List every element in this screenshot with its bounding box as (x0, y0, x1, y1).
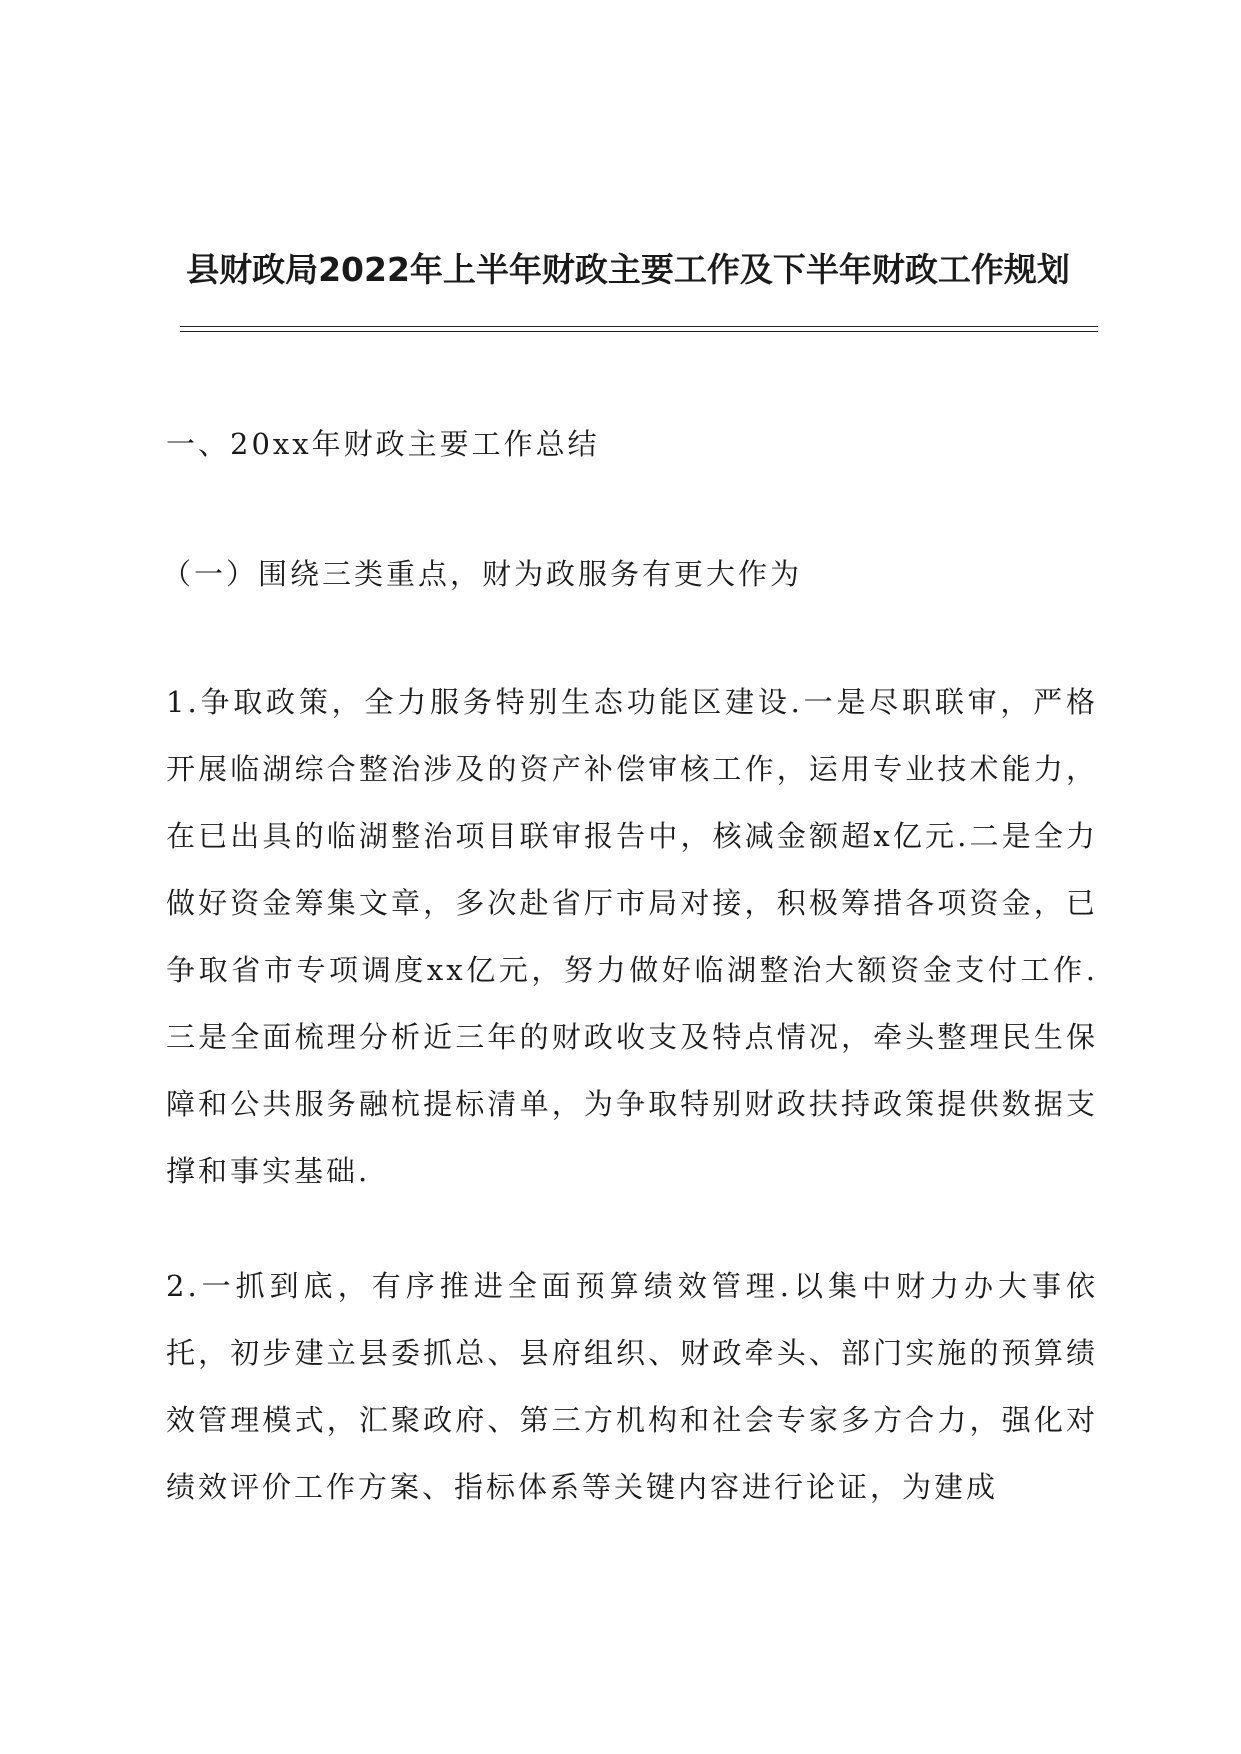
title-underline-top (180, 326, 1098, 327)
subsection-heading: （一）围绕三类重点，财为政服务有更大作为 (162, 557, 803, 591)
paragraph-1: 1.争取政策，全力服务特别生态功能区建设.一是尽职联审，严格开展临湖综合整治涉及的资产补偿审核工作，运用专业技术能力，在已出具的临湖整治项目联审报告中，核减金额超x亿元.二是全力做好资金筹集文章，多次赴省厅市局对接，积极筹措各项资金，已争取省市专项调度xx亿元，努力做好临湖整治大额资金支付工作.三是全面梳理分析近三年的财政收支及特点情况，牵头整理民生保障和公共服务融杭提标清单，为争取特别财政扶持政策提供数据支撑和事实基础. (166, 685, 1098, 1188)
section-heading: 一、20xx年财政主要工作总结 (166, 427, 600, 461)
document-title: 县财政局2022年上半年财政主要工作及下半年财政工作规划 (186, 250, 1070, 289)
paragraph-2: 2.一抓到底，有序推进全面预算绩效管理.以集中财力办大事依托，初步建立县委抓总、县府组织、财政牵头、部门实施的预算绩效管理模式，汇聚政府、第三方机构和社会专家多方合力，强化对绩效评价工作方案、指标体系等关键内容进行论证，为建成 (166, 1269, 1098, 1504)
title-underline-bottom (180, 331, 1098, 332)
